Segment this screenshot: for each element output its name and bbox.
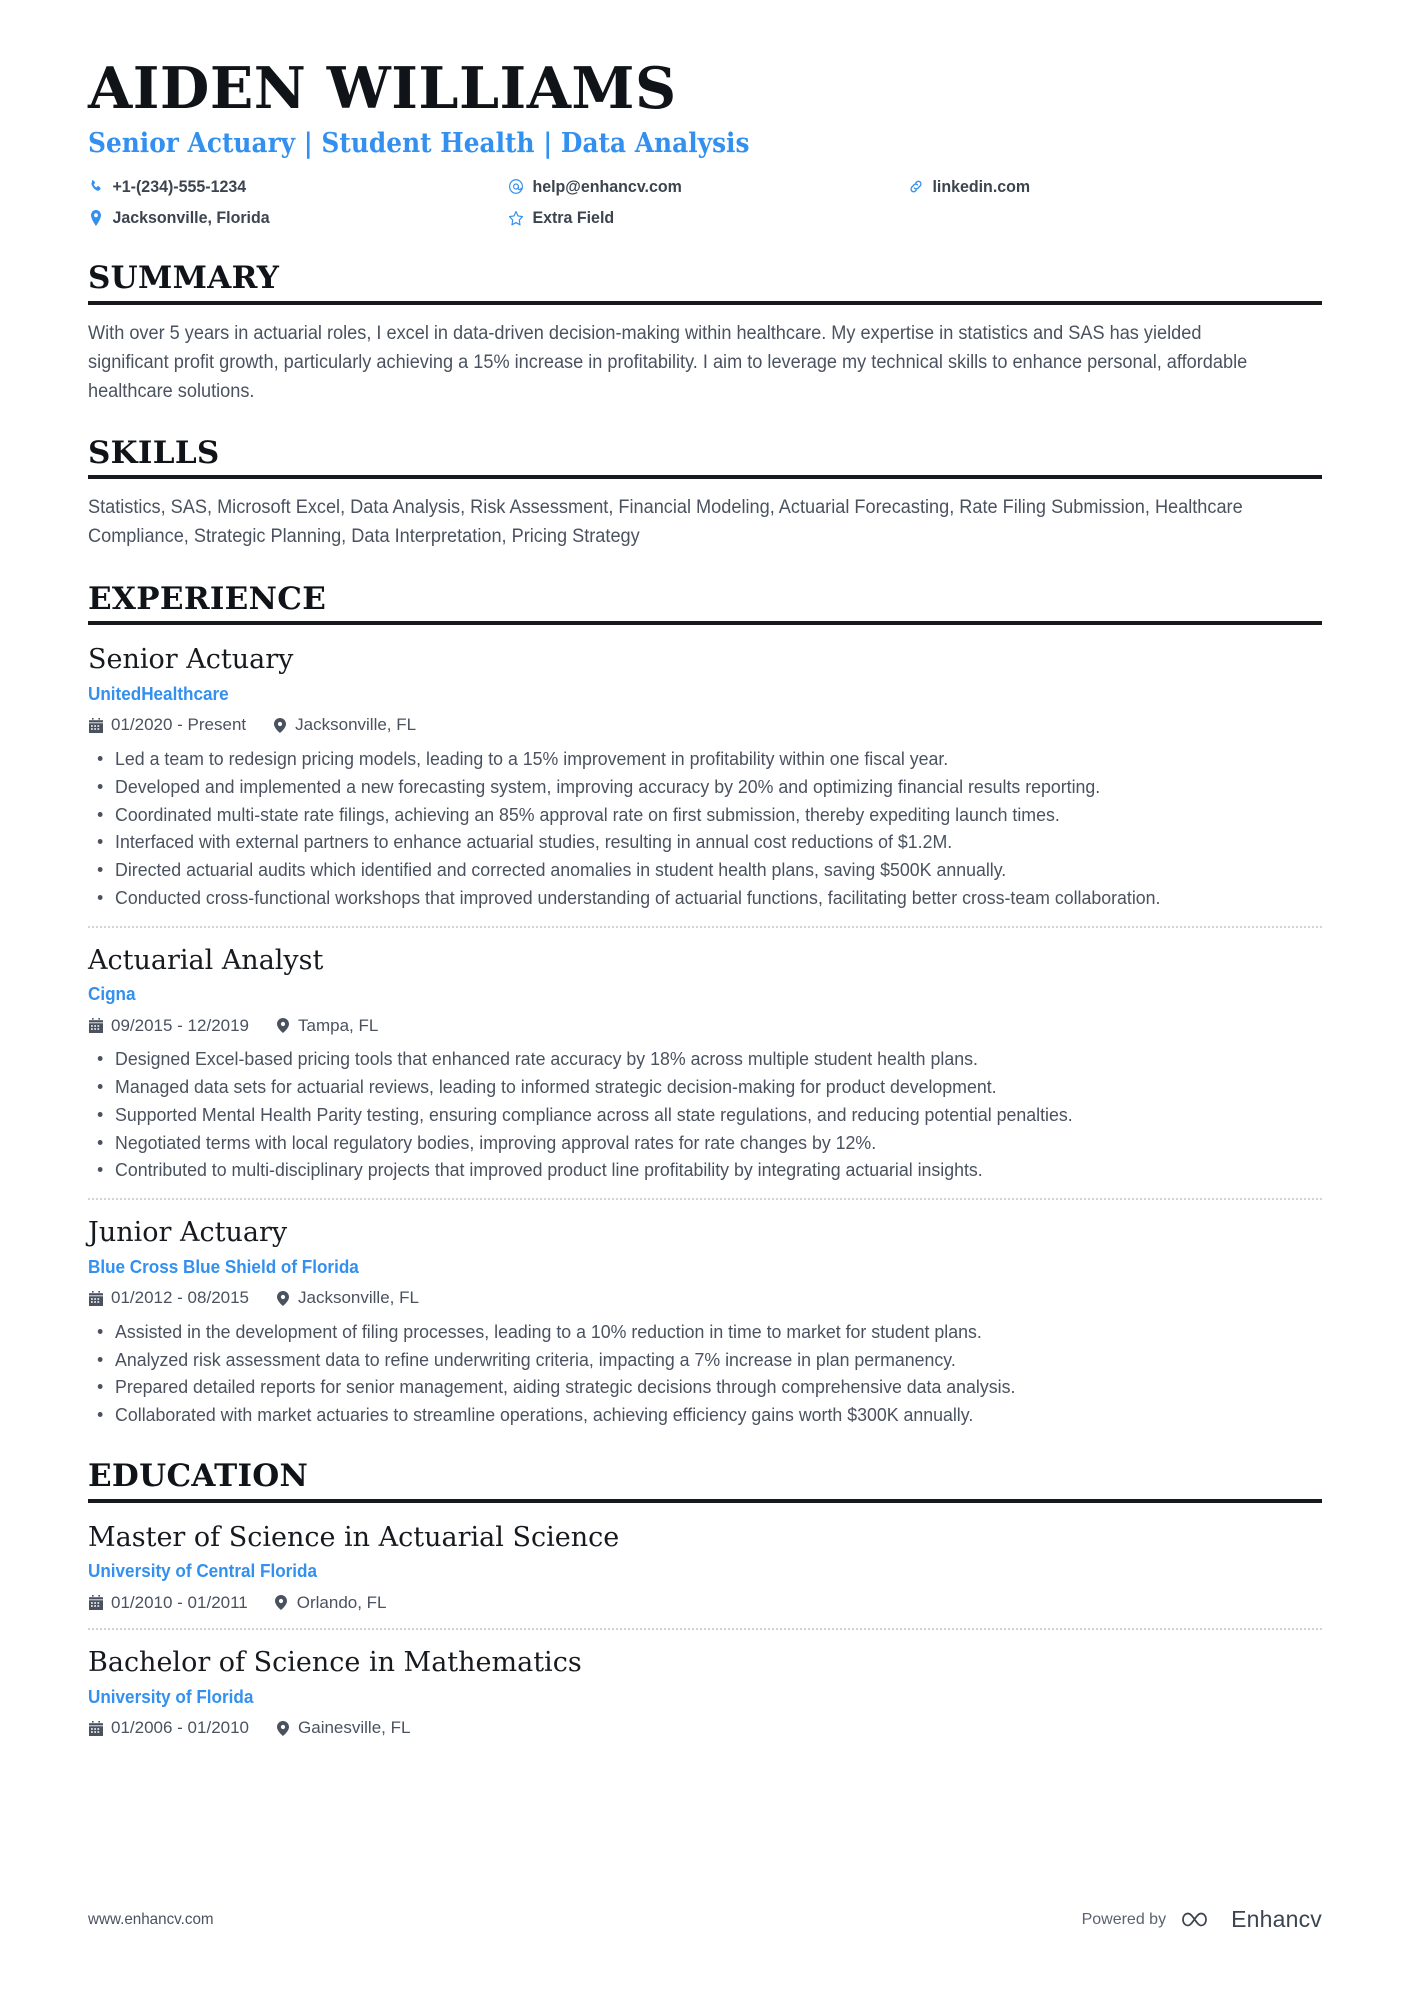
phone-icon: [88, 178, 104, 196]
company-name[interactable]: Blue Cross Blue Shield of Florida: [88, 1256, 359, 1277]
contact-location: [88, 205, 483, 231]
entry-location: [275, 1014, 378, 1038]
responsibility-item: Interfaced with external partners to enhance actuarial studies, resulting in annual cost reductions of $1.2M.: [92, 828, 1273, 856]
company-name[interactable]: UnitedHealthcare: [88, 683, 229, 704]
section-skills: [88, 436, 1322, 552]
job-title: Senior Actuary: [88, 644, 294, 676]
location-pin-icon: [275, 1017, 290, 1033]
skills-heading: SKILLS: [88, 434, 220, 471]
enhancv-wordmark: Enhancv: [1231, 1906, 1322, 1932]
contact-extra-field-text: Extra Field: [532, 208, 615, 228]
contact-details: [88, 174, 1322, 231]
calendar-icon: [88, 717, 103, 733]
entry-dates-text: 01/2020 - Present: [111, 715, 247, 735]
education-entries: [88, 1503, 1322, 1741]
entry-dates: [88, 1591, 248, 1615]
job-title: Junior Actuary: [88, 1217, 288, 1249]
responsibility-item: Designed Excel-based pricing tools that enhanced rate accuracy by 18% across multiple student health plans.: [92, 1045, 1273, 1073]
location-pin-icon: [275, 1720, 290, 1736]
entry-dates-text: 01/2006 - 01/2010: [111, 1718, 250, 1738]
contact-email-text: help@enhancv.com: [532, 176, 682, 196]
responsibility-item: Analyzed risk assessment data to refine underwriting criteria, impacting a 7% increase in plan permanency.: [92, 1346, 1273, 1374]
entry-location: [275, 1286, 419, 1310]
responsibility-item: Supported Mental Health Parity testing, ensuring compliance across all state regulations, and reducing potential penalties.: [92, 1101, 1273, 1129]
responsibility-item: Negotiated terms with local regulatory bodies, improving approval rates for rate changes by 12%.: [92, 1129, 1273, 1157]
school-name[interactable]: University of Florida: [88, 1687, 254, 1708]
job-title: Actuarial Analyst: [88, 944, 324, 976]
experience-entry: [88, 1198, 1322, 1429]
company-name[interactable]: Cigna: [88, 984, 136, 1005]
enhancv-logo: [1182, 1906, 1322, 1933]
responsibility-item: Coordinated multi-state rate filings, achieving an 85% approval rate on first submission, thereby expediting launch times.: [92, 801, 1273, 829]
education-entry: [88, 1517, 1322, 1615]
experience-entry: [88, 926, 1322, 1185]
entry-meta: [88, 1591, 1322, 1615]
powered-by-label: Powered by: [1081, 1910, 1167, 1928]
responsibility-list: [88, 1045, 1322, 1184]
responsibility-item: Conducted cross-functional workshops that improved understanding of actuarial functions, facilitating better cross-team collaboration.: [92, 884, 1273, 912]
responsibility-item: Prepared detailed reports for senior management, aiding strategic decisions through comprehensive data analysis.: [92, 1373, 1273, 1401]
calendar-icon: [88, 1017, 103, 1033]
education-heading: EDUCATION: [88, 1457, 309, 1494]
degree-title: Master of Science in Actuarial Science: [88, 1521, 620, 1553]
footer-branding: [1082, 1906, 1322, 1933]
entry-location: [272, 713, 416, 737]
section-education: [88, 1459, 1322, 1740]
entry-location-text: Orlando, FL: [296, 1592, 387, 1612]
entry-location-text: Tampa, FL: [298, 1015, 379, 1035]
summary-text: With over 5 years in actuarial roles, I excel in data-driven decision-making within healthcare. My expertise in statistics and SAS has yielded significant profit growth, particularly achieving a 15% increase in profitability. I aim to leverage my technical skills to enhance personal, affordable healthcare solutions.: [88, 322, 1248, 402]
responsibility-list: [88, 1318, 1322, 1429]
calendar-icon: [88, 1290, 103, 1306]
entry-dates: [88, 713, 246, 737]
entry-location: [275, 1716, 410, 1740]
contact-link[interactable]: [908, 174, 1297, 200]
entry-dates-text: 01/2010 - 01/2011: [111, 1592, 248, 1612]
calendar-icon: [88, 1720, 103, 1736]
entry-dates: [88, 1716, 249, 1740]
location-icon: [88, 209, 104, 227]
entry-location-text: Jacksonville, FL: [298, 1288, 419, 1308]
responsibility-item: Collaborated with market actuaries to streamline operations, achieving efficiency gains worth $300K annually.: [92, 1401, 1273, 1429]
entry-meta: [88, 1716, 1322, 1740]
link-icon: [908, 178, 924, 196]
footer-url[interactable]: www.enhancv.com: [88, 1910, 214, 1928]
candidate-name: AIDEN WILLIAMS: [88, 55, 677, 122]
entry-meta: [88, 713, 1322, 737]
entry-dates: [88, 1286, 249, 1310]
contact-phone[interactable]: [88, 174, 483, 200]
entry-dates-text: 09/2015 - 12/2019: [111, 1015, 250, 1035]
section-summary: [88, 261, 1322, 406]
responsibility-item: Contributed to multi-disciplinary projects that improved product line profitability by integrating actuarial insights.: [92, 1156, 1273, 1184]
responsibility-item: Managed data sets for actuarial reviews, leading to informed strategic decision-making for product development.: [92, 1073, 1273, 1101]
entry-location-text: Jacksonville, FL: [295, 715, 417, 735]
location-pin-icon: [275, 1290, 290, 1306]
contact-location-text: Jacksonville, Florida: [112, 208, 270, 228]
education-entry: [88, 1628, 1322, 1740]
candidate-tagline: Senior Actuary | Student Health | Data Analysis: [88, 127, 750, 159]
skills-text: Statistics, SAS, Microsoft Excel, Data Analysis, Risk Assessment, Financial Modeling, Actuarial Forecasting, Rate Filing Submission, Healthcare Compliance, Strategic Planning, Data Interpretation, Pricing Strategy: [88, 497, 1243, 548]
experience-entry: [88, 639, 1322, 911]
location-pin-icon: [274, 1595, 289, 1611]
responsibility-item: Led a team to redesign pricing models, leading to a 15% improvement in profitability within one fiscal year.: [92, 745, 1273, 773]
experience-entries: [88, 625, 1322, 1429]
entry-dates: [88, 1014, 249, 1038]
school-name[interactable]: University of Central Florida: [88, 1561, 318, 1582]
calendar-icon: [88, 1595, 103, 1611]
resume-header: [88, 55, 1322, 231]
entry-meta: [88, 1014, 1322, 1038]
experience-heading: EXPERIENCE: [88, 580, 327, 617]
responsibility-item: Directed actuarial audits which identified and corrected anomalies in student health plans, saving $500K annually.: [92, 856, 1273, 884]
summary-heading: SUMMARY: [88, 259, 280, 296]
contact-phone-text: +1-(234)-555-1234: [112, 176, 247, 196]
contact-link-text: linkedin.com: [932, 176, 1031, 196]
location-pin-icon: [272, 717, 287, 733]
contact-extra-field: [508, 205, 884, 231]
degree-title: Bachelor of Science in Mathematics: [88, 1647, 582, 1679]
entry-location-text: Gainesville, FL: [298, 1718, 411, 1738]
entry-dates-text: 01/2012 - 08/2015: [111, 1288, 250, 1308]
responsibility-item: Developed and implemented a new forecasting system, improving accuracy by 20% and optimizing financial results reporting.: [92, 773, 1273, 801]
page-footer: [88, 1906, 1322, 1933]
enhancv-mark-icon: [1182, 1907, 1222, 1933]
responsibility-list: [88, 745, 1322, 912]
email-icon: [508, 178, 524, 196]
responsibility-item: Assisted in the development of filing processes, leading to a 10% reduction in time to market for student plans.: [92, 1318, 1273, 1346]
section-experience: [88, 582, 1322, 1429]
contact-email[interactable]: [508, 174, 884, 200]
entry-meta: [88, 1286, 1322, 1310]
entry-location: [274, 1591, 387, 1615]
star-icon: [508, 209, 524, 227]
